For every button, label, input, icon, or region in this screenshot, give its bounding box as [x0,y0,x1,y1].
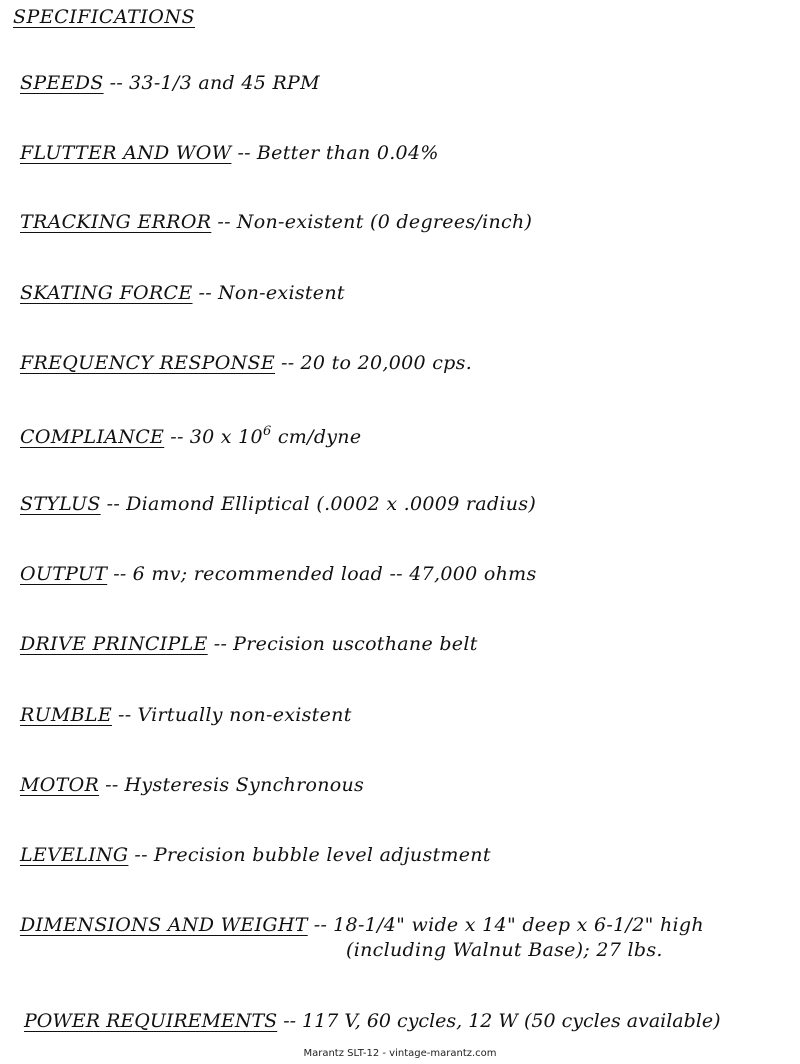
spec-separator: -- [198,282,212,304]
spec-separator: -- [109,72,124,94]
page-title: SPECIFICATIONS [13,6,196,28]
spec-speeds [20,72,320,94]
spec-label: SPEEDS [20,72,104,94]
spec-separator: -- [170,426,184,448]
spec-compliance [20,424,361,448]
spec-value: Better than 0.04% [256,142,439,164]
spec-label: DRIVE PRINCIPLE [20,633,208,655]
spec-value: Diamond Elliptical (.0002 x .0009 radius) [126,493,537,515]
spec-label: DIMENSIONS AND WEIGHT [20,914,308,936]
spec-separator: -- [217,211,231,233]
spec-value: 30 x 10 [189,426,263,448]
spec-label: SKATING FORCE [20,282,193,304]
spec-leveling [20,844,491,866]
spec-flutter-and-wow [20,142,439,164]
spec-separator: -- [213,633,228,655]
spec-drive-principle [20,633,478,655]
spec-label: FLUTTER AND WOW [20,142,232,164]
spec-label: MOTOR [20,774,100,796]
spec-value: 20 to 20,000 cps. [300,352,473,374]
spec-value: 117 V, 60 cycles, 12 W (50 cycles available) [302,1010,721,1032]
spec-value: 6 mv; recommended load -- 47,000 ohms [132,563,537,585]
spec-frequency-response [20,352,472,374]
spec-separator: -- [313,914,328,936]
spec-label: RUMBLE [20,704,113,726]
spec-dimensions-continuation: (including Walnut Base); 27 lbs. [346,939,663,961]
spec-label: LEVELING [20,844,129,866]
spec-separator: -- [118,704,132,726]
spec-separator: -- [281,352,295,374]
spec-label: POWER REQUIREMENTS [24,1010,278,1032]
spec-skating-force [20,282,345,304]
spec-motor [20,774,364,796]
spec-label: OUTPUT [20,563,108,585]
spec-value: Non-existent [217,282,345,304]
spec-separator: -- [283,1010,297,1032]
spec-value: Virtually non-existent [137,704,352,726]
spec-rumble [20,704,352,726]
spec-label: FREQUENCY RESPONSE [20,352,276,374]
spec-label: TRACKING ERROR [20,211,212,233]
spec-stylus [20,493,536,515]
spec-value: Precision uscothane belt [233,633,478,655]
spec-value-unit: cm/dyne [271,426,362,448]
spec-output [20,563,537,585]
spec-value: Precision bubble level adjustment [153,844,491,866]
spec-value: 33-1/3 and 45 RPM [129,72,320,94]
spec-value: 18-1/4" wide x 14" deep x 6-1/2" high [333,914,704,936]
page-footer: Marantz SLT-12 - vintage-marantz.com [303,1048,497,1059]
spec-power-requirements [24,1010,721,1032]
spec-value: Hysteresis Synchronous [124,774,365,796]
spec-dimensions-and-weight [20,914,704,936]
spec-separator: -- [105,774,119,796]
spec-separator: -- [113,563,127,585]
spec-separator: -- [106,493,121,515]
spec-label: STYLUS [20,493,101,515]
spec-separator: -- [237,142,251,164]
spec-separator: -- [134,844,148,866]
spec-value: Non-existent (0 degrees/inch) [236,211,533,233]
spec-value-exponent: 6 [262,424,272,439]
spec-label: COMPLIANCE [20,426,165,448]
spec-tracking-error [20,211,532,233]
